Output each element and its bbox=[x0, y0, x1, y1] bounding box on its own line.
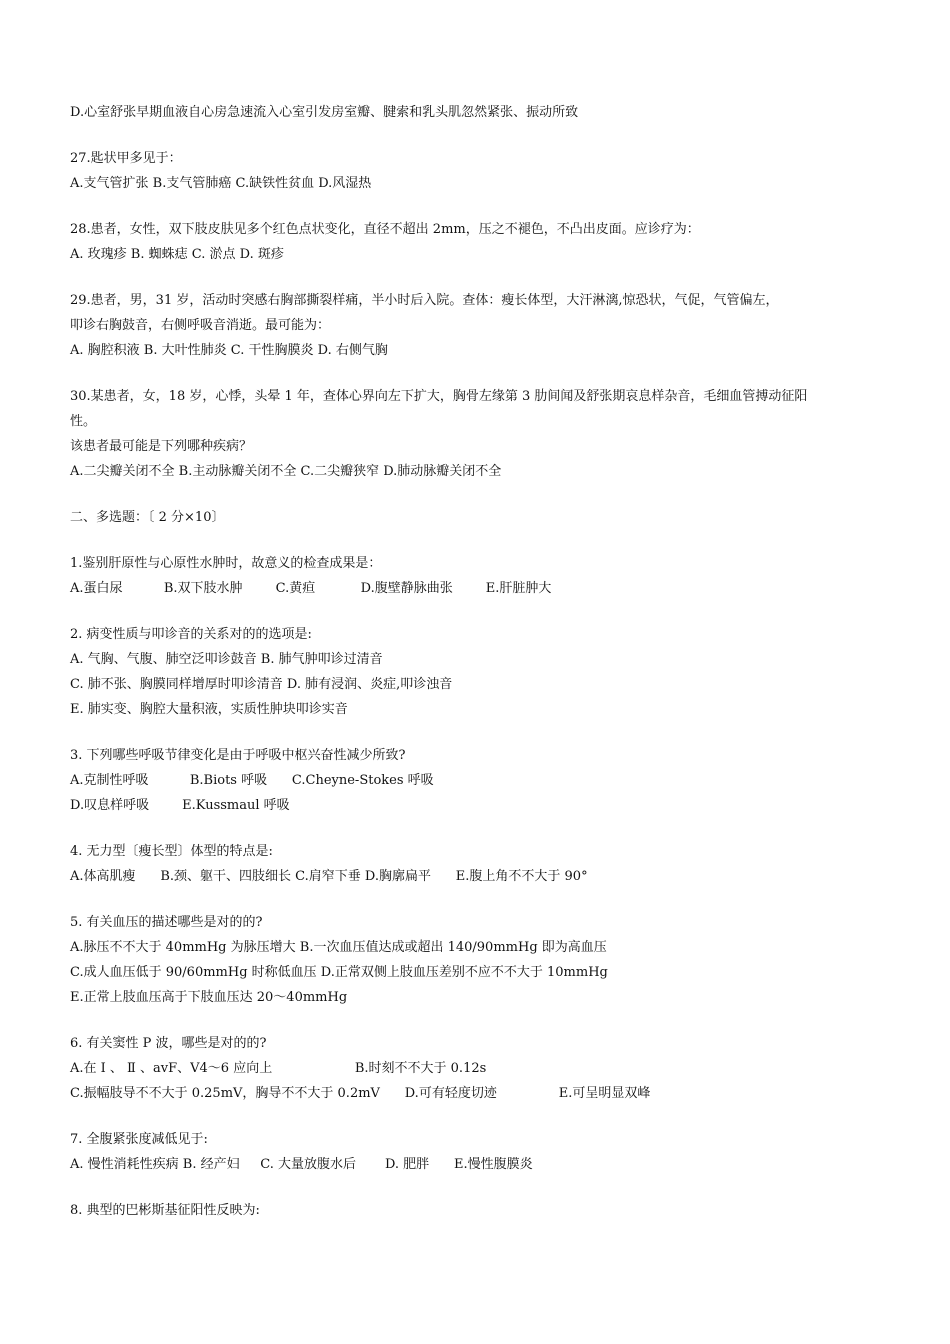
mc-options-6-cde: C.振幅肢导不不大于 0.25mV，胸导不不大于 0.2mV D.可有轻度切迹 E.可呈明显双峰 bbox=[70, 1086, 651, 1101]
mc-options-2-cd: C. 肺不张、胸膜同样增厚时叩诊清音 D. 肺有浸润、炎症,叩诊浊音 bbox=[70, 677, 453, 692]
options-27: A.支气管扩张 B.支气管肺癌 C.缺铁性贫血 D.风湿热 bbox=[70, 176, 372, 191]
options-28: A. 玫瑰疹 B. 蜘蛛痣 C. 淤点 D. 斑疹 bbox=[70, 247, 284, 262]
mc-options-2-ab: A. 气胸、气腹、肺空泛叩诊鼓音 B. 肺气肿叩诊过清音 bbox=[70, 652, 383, 667]
mc-options-3-abc: A.克制性呼吸 B.Biots 呼吸 C.Cheyne-Stokes 呼吸 bbox=[70, 773, 434, 788]
question-30-line2: 性。 bbox=[70, 414, 97, 429]
mc-question-4: 4. 无力型〔瘦长型〕体型的特点是: bbox=[70, 844, 273, 859]
text-line: D.心室舒张早期血液自心房急速流入心室引发房室瓣、腱索和乳头肌忽然紧张、振动所致 bbox=[70, 105, 579, 120]
section-heading-multiple-choice: 二、多选题：〔 2 分×10〕 bbox=[70, 510, 225, 525]
mc-question-7: 7. 全腹紧张度减低见于: bbox=[70, 1132, 208, 1147]
mc-question-8: 8. 典型的巴彬斯基征阳性反映为: bbox=[70, 1203, 260, 1218]
question-29-line2: 叩诊右胸鼓音，右侧呼吸音消逝。最可能为： bbox=[70, 318, 331, 333]
mc-options-3-de: D.叹息样呼吸 E.Kussmaul 呼吸 bbox=[70, 798, 290, 813]
mc-options-5-ab: A.脉压不不大于 40mmHg 为脉压增大 B.一次血压值达成或超出 140/90mmHg 即为高血压 bbox=[70, 940, 607, 955]
options-30: A.二尖瓣关闭不全 B.主动脉瓣关闭不全 C.二尖瓣狭窄 D.肺动脉瓣关闭不全 bbox=[70, 464, 502, 479]
mc-options-1: A.蛋白尿 B.双下肢水肿 C.黄疸 D.腹壁静脉曲张 E.肝脏肿大 bbox=[70, 581, 552, 596]
question-30-line1: 30.某患者，女，18 岁，心悸，头晕 1 年，查体心界向左下扩大，胸骨左缘第 3 肋间闻及舒张期哀息样杂音，毛细血管搏动征阳 bbox=[70, 389, 808, 404]
mc-options-4: A.体高肌瘦 B.颈、躯干、四肢细长 C.肩窄下垂 D.胸廓扁平 E.腹上角不不大于 90° bbox=[70, 869, 588, 884]
mc-question-3: 3. 下列哪些呼吸节律变化是由于呼吸中枢兴奋性减少所致? bbox=[70, 748, 406, 763]
mc-options-5-cd: C.成人血压低于 90/60mmHg 时称低血压 D.正常双侧上肢血压差别不应不不大于 10mmHg bbox=[70, 965, 608, 980]
mc-options-7: A. 慢性消耗性疾病 B. 经产妇 C. 大量放腹水后 D. 肥胖 E.慢性腹膜炎 bbox=[70, 1157, 533, 1172]
document-page bbox=[70, 100, 880, 1223]
mc-options-2-e: E. 肺实变、胸腔大量积液，实质性肿块叩诊实音 bbox=[70, 702, 348, 717]
mc-question-5: 5. 有关血压的描述哪些是对的的? bbox=[70, 915, 263, 930]
question-29-line1: 29.患者，男，31 岁，活动时突感右胸部撕裂样痛，半小时后入院。查体：瘦长体型，大汗淋漓,惊恐状，气促，气管偏左， bbox=[70, 293, 779, 308]
mc-options-5-e: E.正常上肢血压高于下肢血压达 20～40mmHg bbox=[70, 990, 348, 1005]
mc-question-1: 1.鉴别肝原性与心原性水肿时，故意义的检查成果是： bbox=[70, 556, 382, 571]
mc-question-6: 6. 有关窦性 P 波，哪些是对的的? bbox=[70, 1036, 267, 1051]
question-28: 28.患者，女性，双下肢皮肤见多个红色点状变化，直径不超出 2mm，压之不褪色，不凸出皮面。应诊疗为： bbox=[70, 222, 700, 237]
question-27: 27.匙状甲多见于： bbox=[70, 151, 182, 166]
question-30-line3: 该患者最可能是下列哪种疾病？ bbox=[70, 439, 253, 454]
options-29: A. 胸腔积液 B. 大叶性肺炎 C. 干性胸膜炎 D. 右侧气胸 bbox=[70, 343, 388, 358]
mc-question-2: 2. 病变性质与叩诊音的关系对的的选项是: bbox=[70, 627, 312, 642]
mc-options-6-ab: A.在 Ⅰ 、 Ⅱ 、avF、V4～6 应向上 B.时刻不不大于 0.12s bbox=[70, 1061, 487, 1076]
